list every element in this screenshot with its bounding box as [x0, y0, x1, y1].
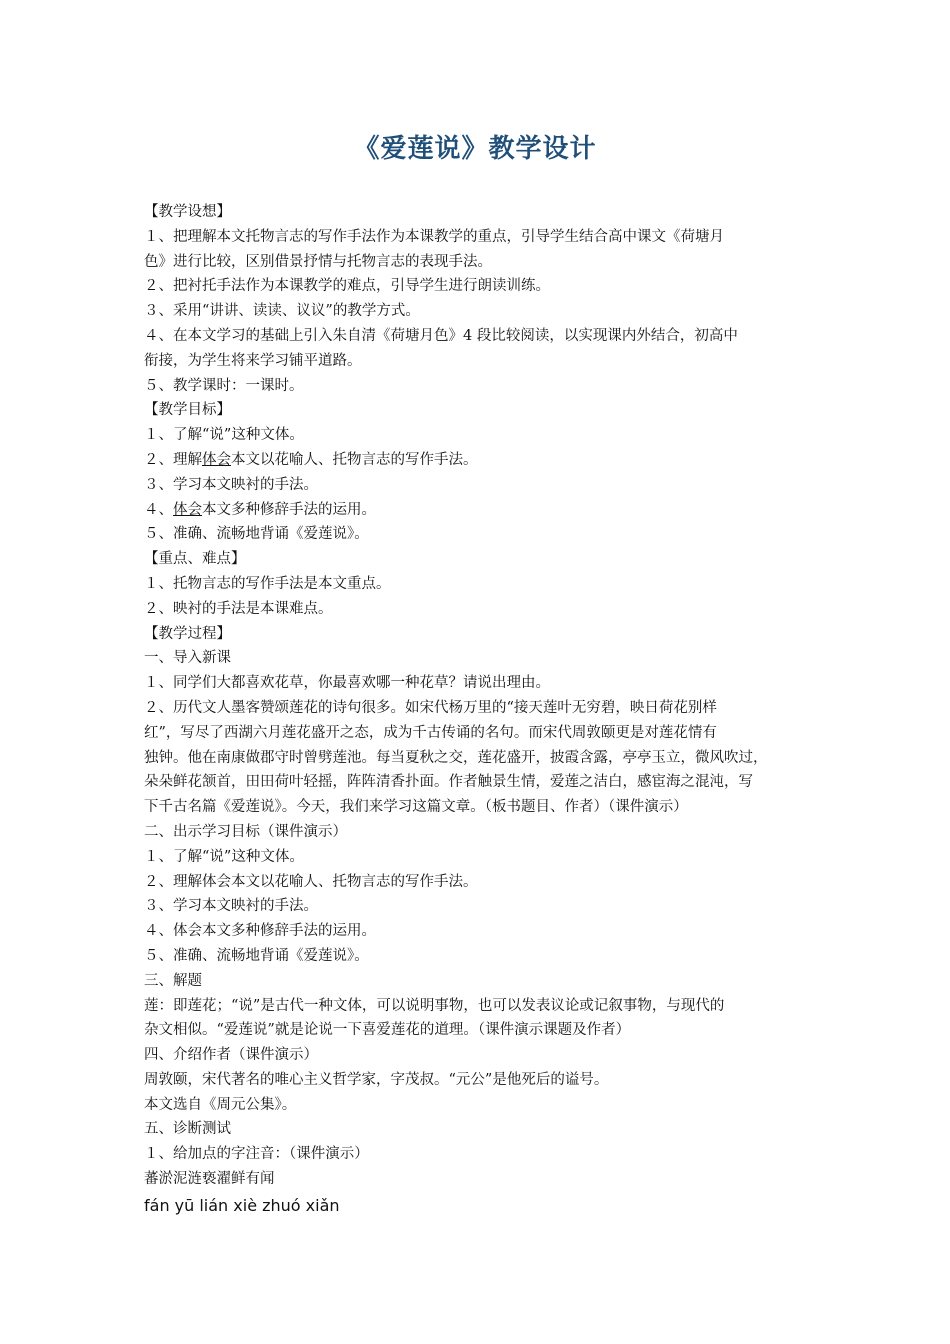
text-segment: 本文以花喻人、托物言志的写作手法。	[231, 451, 478, 468]
text-line: 本文选自《周元公集》。	[144, 1096, 297, 1113]
text-line: 【重点、难点】	[144, 551, 246, 568]
text-line: ３、学习本文映衬的手法。	[144, 898, 318, 915]
text-line: ４、体会本文多种修辞手法的运用。	[144, 923, 376, 940]
text-line: ３、采用“讲讲、读读、议议”的教学方式。	[144, 303, 420, 320]
text-line: ２、理解体会本文以花喻人、托物言志的写作手法。	[144, 873, 478, 890]
text-line: 下千古名篇《爱莲说》。今天，我们来学习这篇文章。（板书题目、作者）（课件演示）	[144, 799, 688, 816]
text-line: 红”，写尽了西湖六月莲花盛开之态，成为千古传诵的名句。而宋代周敦颐更是对莲花情有	[144, 724, 717, 741]
text-line: 朵朵鲜花颔首，田田荷叶轻摇，阵阵清香扑面。作者触景生情，爱莲之洁白，感宦海之混沌，写	[144, 774, 753, 791]
document-title: 《爱莲说》教学设计	[353, 134, 597, 164]
text-segment: 本文多种修辞手法的运用。	[202, 501, 376, 518]
text-line: ２、历代文人墨客赞颂莲花的诗句很多。如宋代杨万里的“接天莲叶无穷碧，映日荷花别样	[144, 699, 717, 716]
text-line: 周敦颐，宋代著名的唯心主义哲学家，字茂叔。“元公”是他死后的谥号。	[144, 1071, 609, 1088]
text-line: 独钟。他在南康做郡守时曾劈莲池。每当夏秋之交，莲花盛开，披霞含露，亭亭玉立，微风吹过，	[144, 749, 768, 766]
text-line: ２、映衬的手法是本课难点。	[144, 600, 333, 617]
text-line: １、把理解本文托物言志的写作手法作为本课教学的重点，引导学生结合高中课文《荷塘月	[144, 228, 724, 245]
document-body	[144, 200, 814, 1220]
text-line: ５、教学课时：一课时。	[144, 377, 304, 394]
text-line: 五、诊断测试	[144, 1121, 231, 1138]
text-line: 二、出示学习目标（课件演示）	[144, 823, 347, 840]
text-line: 色》进行比较，区别借景抒情与托物言志的表现手法。	[144, 253, 492, 270]
text-line: 蕃淤泥涟亵濯鲜有闻	[144, 1171, 275, 1188]
text-line: １、了解“说”这种文体。	[144, 848, 304, 865]
text-line: ５、准确、流畅地背诵《爱莲说》。	[144, 947, 369, 964]
text-line	[144, 448, 814, 473]
text-line: 衔接，为学生将来学习铺平道路。	[144, 352, 362, 369]
text-line: １、托物言志的写作手法是本文重点。	[144, 575, 391, 592]
text-line: 杂文相似。“爱莲说”就是论说一下喜爱莲花的道理。（课件演示课题及作者）	[144, 1022, 631, 1039]
underlined-text: 体会	[173, 501, 202, 518]
text-line: １、给加点的字注音：（课件演示）	[144, 1146, 369, 1163]
text-line: 三、解题	[144, 972, 202, 989]
text-line: 一、导入新课	[144, 650, 231, 667]
text-line: ４、在本文学习的基础上引入朱自清《荷塘月色》4 段比较阅读，以实现课内外结合，初高中	[144, 327, 738, 344]
text-line: 四、介绍作者（课件演示）	[144, 1047, 318, 1064]
underlined-text: 体会	[202, 451, 231, 468]
text-line: １、同学们大都喜欢花草，你最喜欢哪一种花草？请说出理由。	[144, 675, 550, 692]
text-segment: ２、理解	[144, 451, 202, 468]
text-line: ２、把衬托手法作为本课教学的难点，引导学生进行朗读训练。	[144, 278, 550, 295]
text-line: 【教学过程】	[144, 625, 231, 642]
text-segment: ４、	[144, 501, 173, 518]
text-line	[144, 498, 814, 523]
text-line: 【教学目标】	[144, 402, 231, 419]
text-line: 【教学设想】	[144, 204, 231, 220]
text-line: １、了解“说”这种文体。	[144, 427, 304, 444]
text-line: ３、学习本文映衬的手法。	[144, 476, 318, 493]
text-line: 莲：即莲花；“说”是古代一种文体，可以说明事物，也可以发表议论或记叙事物，与现代的	[144, 997, 725, 1014]
pinyin-line: fán yū lián xiè zhuó xiǎn	[144, 1195, 340, 1215]
text-line: ５、准确、流畅地背诵《爱莲说》。	[144, 526, 369, 543]
